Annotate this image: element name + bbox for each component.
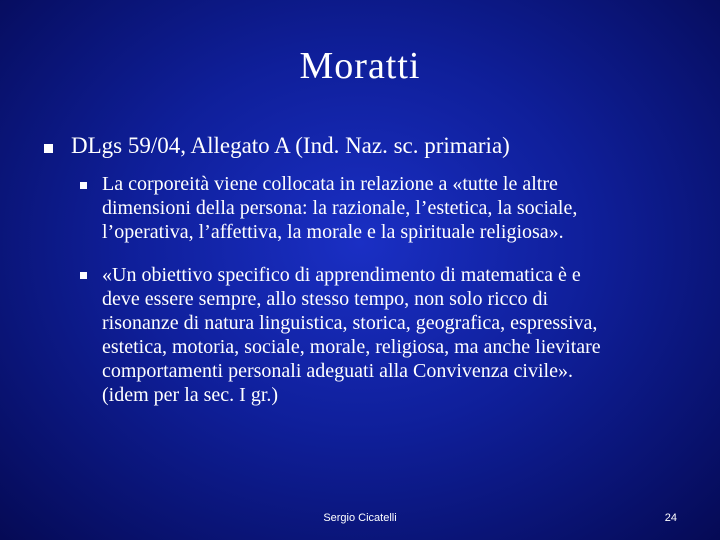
text-line: (idem per la sec. I gr.) [102,384,279,406]
page-number: 24 [664,512,677,524]
sub-bullet-text [102,172,702,244]
slide-title: Moratti [299,45,421,87]
square-bullet-icon [80,182,87,189]
text-line: «Un obiettivo specifico di apprendimento di matematica è e [102,264,581,286]
bullet-text: DLgs 59/04, Allegato A (Ind. Naz. sc. primaria) [71,133,510,158]
text-line: dimensioni della persona: la razionale, l’estetica, la sociale, [102,197,578,219]
square-bullet-icon [80,272,87,279]
square-bullet-icon [44,144,53,153]
text-line: La corporeità viene collocata in relazione a «tutte le altre [102,173,558,195]
text-line: comportamenti personali adeguati alla Convivenza civile». [102,360,573,382]
sub-bullet-text [102,263,702,407]
text-line: deve essere sempre, allo stesso tempo, non solo ricco di [102,288,548,310]
text-line: estetica, motoria, sociale, morale, religiosa, ma anche lievitare [102,336,601,358]
footer-author: Sergio Cicatelli [323,512,397,524]
text-line: l’operativa, l’affettiva, la morale e la spirituale religiosa». [102,221,564,243]
text-line: risonanze di natura linguistica, storica, geografica, espressiva, [102,312,598,334]
